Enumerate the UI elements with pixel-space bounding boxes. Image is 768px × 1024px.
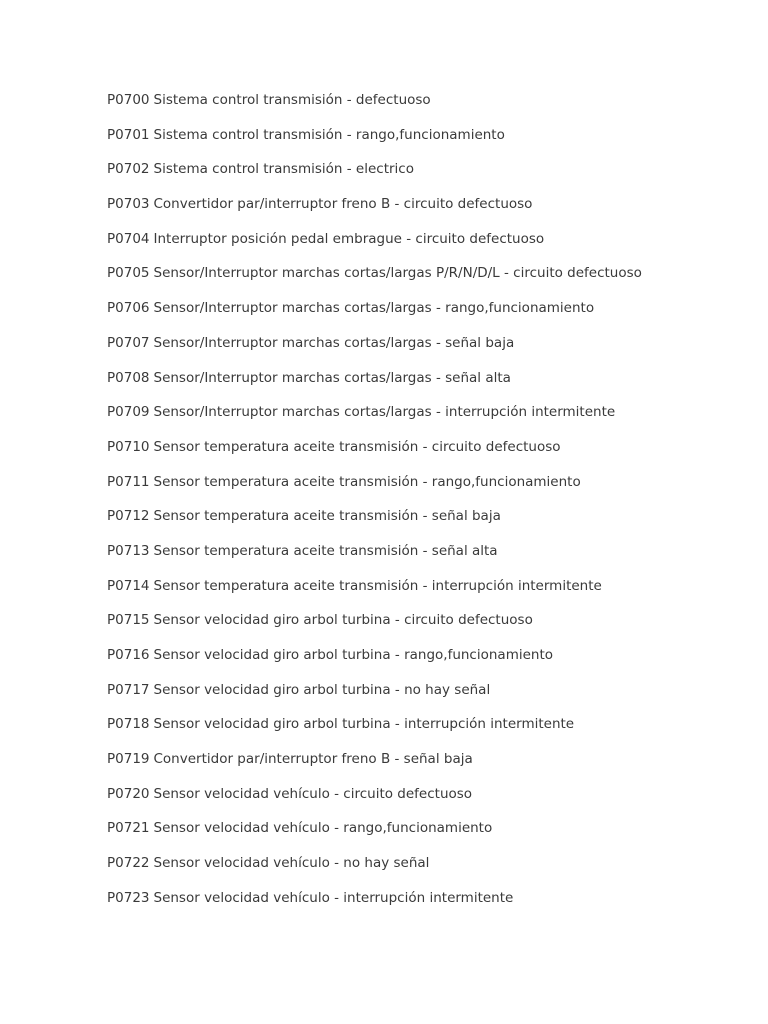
code-id: P0708: [107, 369, 150, 386]
code-entry: [107, 507, 667, 525]
code-id: P0723: [107, 889, 150, 906]
code-description: Interruptor posición pedal embrague - circuito defectuoso: [153, 230, 545, 247]
code-id: P0715: [107, 612, 150, 629]
code-description: Sensor velocidad giro arbol turbina - interrupción intermitente: [153, 716, 575, 733]
code-entry: [107, 299, 667, 317]
code-id: P0714: [107, 577, 150, 594]
code-entry: [107, 264, 667, 282]
code-id: P0711: [107, 473, 150, 490]
code-id: P0721: [107, 820, 150, 837]
code-description: Sensor temperatura aceite transmisión - rango,funcionamiento: [153, 473, 581, 490]
code-description: Sensor temperatura aceite transmisión - señal baja: [153, 508, 501, 525]
code-entry: [107, 403, 667, 421]
code-entry: [107, 91, 667, 109]
code-id: P0703: [107, 196, 150, 213]
code-entry: [107, 473, 667, 491]
code-description: Sensor temperatura aceite transmisión - interrupción intermitente: [153, 577, 602, 594]
code-entry: [107, 889, 667, 907]
code-entry: [107, 646, 667, 664]
code-id: P0722: [107, 855, 150, 872]
code-entry: [107, 785, 667, 803]
code-description: Sensor velocidad giro arbol turbina - rango,funcionamiento: [153, 647, 554, 663]
code-id: P0717: [107, 681, 150, 698]
code-id: P0710: [107, 438, 150, 455]
code-id: P0720: [107, 785, 150, 802]
code-entry: [107, 854, 667, 872]
code-description: Convertidor par/interruptor freno B - señal baja: [153, 751, 473, 768]
code-description: Sensor/Interruptor marchas cortas/largas - señal alta: [153, 369, 511, 386]
code-entry: [107, 715, 667, 733]
code-id: P0719: [107, 751, 150, 768]
code-id: P0718: [107, 716, 150, 733]
code-entry: [107, 819, 667, 837]
code-id: P0707: [107, 334, 150, 351]
code-id: P0706: [107, 300, 150, 317]
code-description: Sensor velocidad vehículo - no hay señal: [153, 855, 430, 872]
code-entry: [107, 542, 667, 560]
code-entry: [107, 334, 667, 352]
code-description: Sensor/Interruptor marchas cortas/largas P/R/N/D/L - circuito defectuoso: [153, 265, 642, 282]
code-description: Convertidor par/interruptor freno B - circuito defectuoso: [153, 196, 533, 213]
code-description: Sensor velocidad vehículo - rango,funcionamiento: [153, 820, 493, 837]
code-description: Sistema control transmisión - electrico: [153, 161, 414, 178]
code-description: Sensor velocidad vehículo - circuito defectuoso: [153, 785, 473, 802]
code-entry: [107, 126, 667, 144]
code-entry: [107, 160, 667, 178]
code-description: Sensor/Interruptor marchas cortas/largas - interrupción intermitente: [153, 404, 616, 421]
code-description: Sensor/Interruptor marchas cortas/largas - señal baja: [153, 334, 515, 351]
code-description: Sensor velocidad vehículo - interrupción intermitente: [153, 889, 514, 906]
code-entry: [107, 577, 667, 595]
code-entry: [107, 750, 667, 768]
code-description: Sensor velocidad giro arbol turbina - no hay señal: [153, 681, 491, 698]
code-id: P0716: [107, 647, 150, 663]
code-id: P0700: [107, 92, 150, 108]
diagnostic-code-list: [107, 91, 667, 924]
code-entry: [107, 369, 667, 387]
code-entry: [107, 611, 667, 629]
code-description: Sistema control transmisión - rango,funcionamiento: [153, 126, 505, 143]
code-entry: [107, 438, 667, 456]
code-entry: [107, 681, 667, 699]
code-id: P0701: [107, 126, 150, 143]
code-id: P0702: [107, 161, 150, 178]
code-id: P0709: [107, 404, 150, 421]
code-entry: [107, 230, 667, 248]
code-id: P0712: [107, 508, 150, 525]
code-description: Sensor temperatura aceite transmisión - circuito defectuoso: [153, 438, 561, 455]
code-id: P0704: [107, 230, 150, 247]
code-id: P0705: [107, 265, 150, 282]
code-description: Sistema control transmisión - defectuoso: [153, 92, 431, 108]
code-id: P0713: [107, 542, 150, 559]
code-description: Sensor velocidad giro arbol turbina - circuito defectuoso: [153, 612, 533, 629]
code-entry: [107, 195, 667, 213]
code-description: Sensor temperatura aceite transmisión - señal alta: [153, 542, 498, 559]
code-description: Sensor/Interruptor marchas cortas/largas - rango,funcionamiento: [153, 300, 595, 317]
